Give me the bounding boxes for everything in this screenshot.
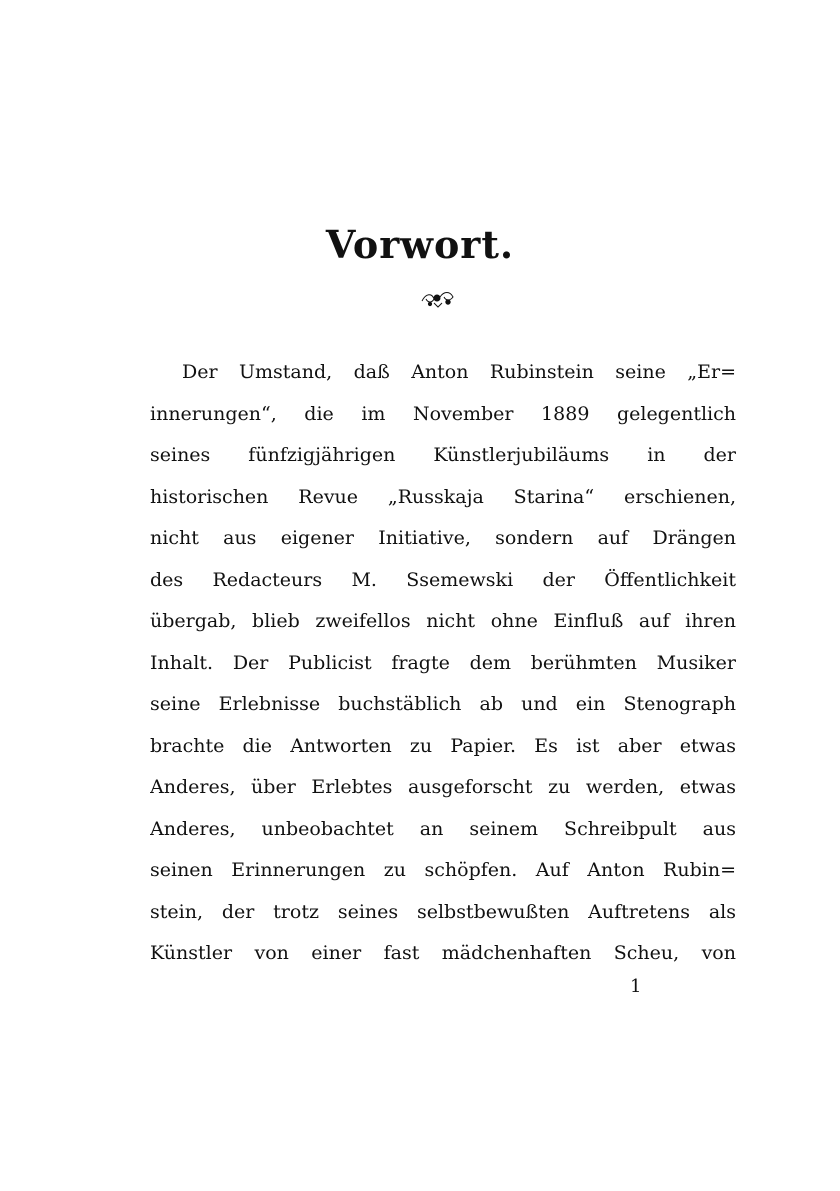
text-line: nicht aus eigener Initiative, sondern auf Drängen bbox=[150, 527, 736, 549]
text-line: Anderes, über Erlebtes ausgeforscht zu werden, etwas bbox=[150, 776, 736, 798]
text-line: Der Umstand, daß Anton Rubinstein seine „Er= bbox=[182, 361, 736, 383]
floral-ornament-icon bbox=[420, 287, 456, 309]
text-line: Inhalt. Der Publicist fragte dem berühmten Musiker bbox=[150, 651, 736, 674]
text-line: stein, der trotz seines selbstbewußten Auftretens als bbox=[150, 900, 736, 923]
text-line: brachte die Antworten zu Papier. Es ist aber etwas bbox=[150, 734, 736, 757]
text-line: des Redacteurs M. Ssemewski der Öffentlichkeit bbox=[150, 568, 736, 591]
text-line: seine Erlebnisse buchstäblich ab und ein Stenograph bbox=[150, 693, 736, 715]
body-paragraph bbox=[150, 352, 736, 975]
text-line: übergab, blieb zweifellos nicht ohne Einfluß auf ihren bbox=[150, 610, 736, 632]
text-line: historischen Revue „Russkaja Starina“ erschienen, bbox=[150, 485, 736, 508]
text-line: Künstler von einer fast mädchenhaften Scheu, von bbox=[150, 942, 736, 964]
page-number: 1 bbox=[630, 976, 642, 997]
page-title: Vorwort. bbox=[325, 222, 515, 267]
text-line: seines fünfzigjährigen Künstlerjubiläums in der bbox=[150, 444, 736, 466]
text-line: seinen Erinnerungen zu schöpfen. Auf Anton Rubin= bbox=[150, 859, 736, 881]
text-line: Anderes, unbeobachtet an seinem Schreibpult aus bbox=[150, 817, 736, 840]
text-line: innerungen“, die im November 1889 gelegentlich bbox=[150, 402, 736, 425]
